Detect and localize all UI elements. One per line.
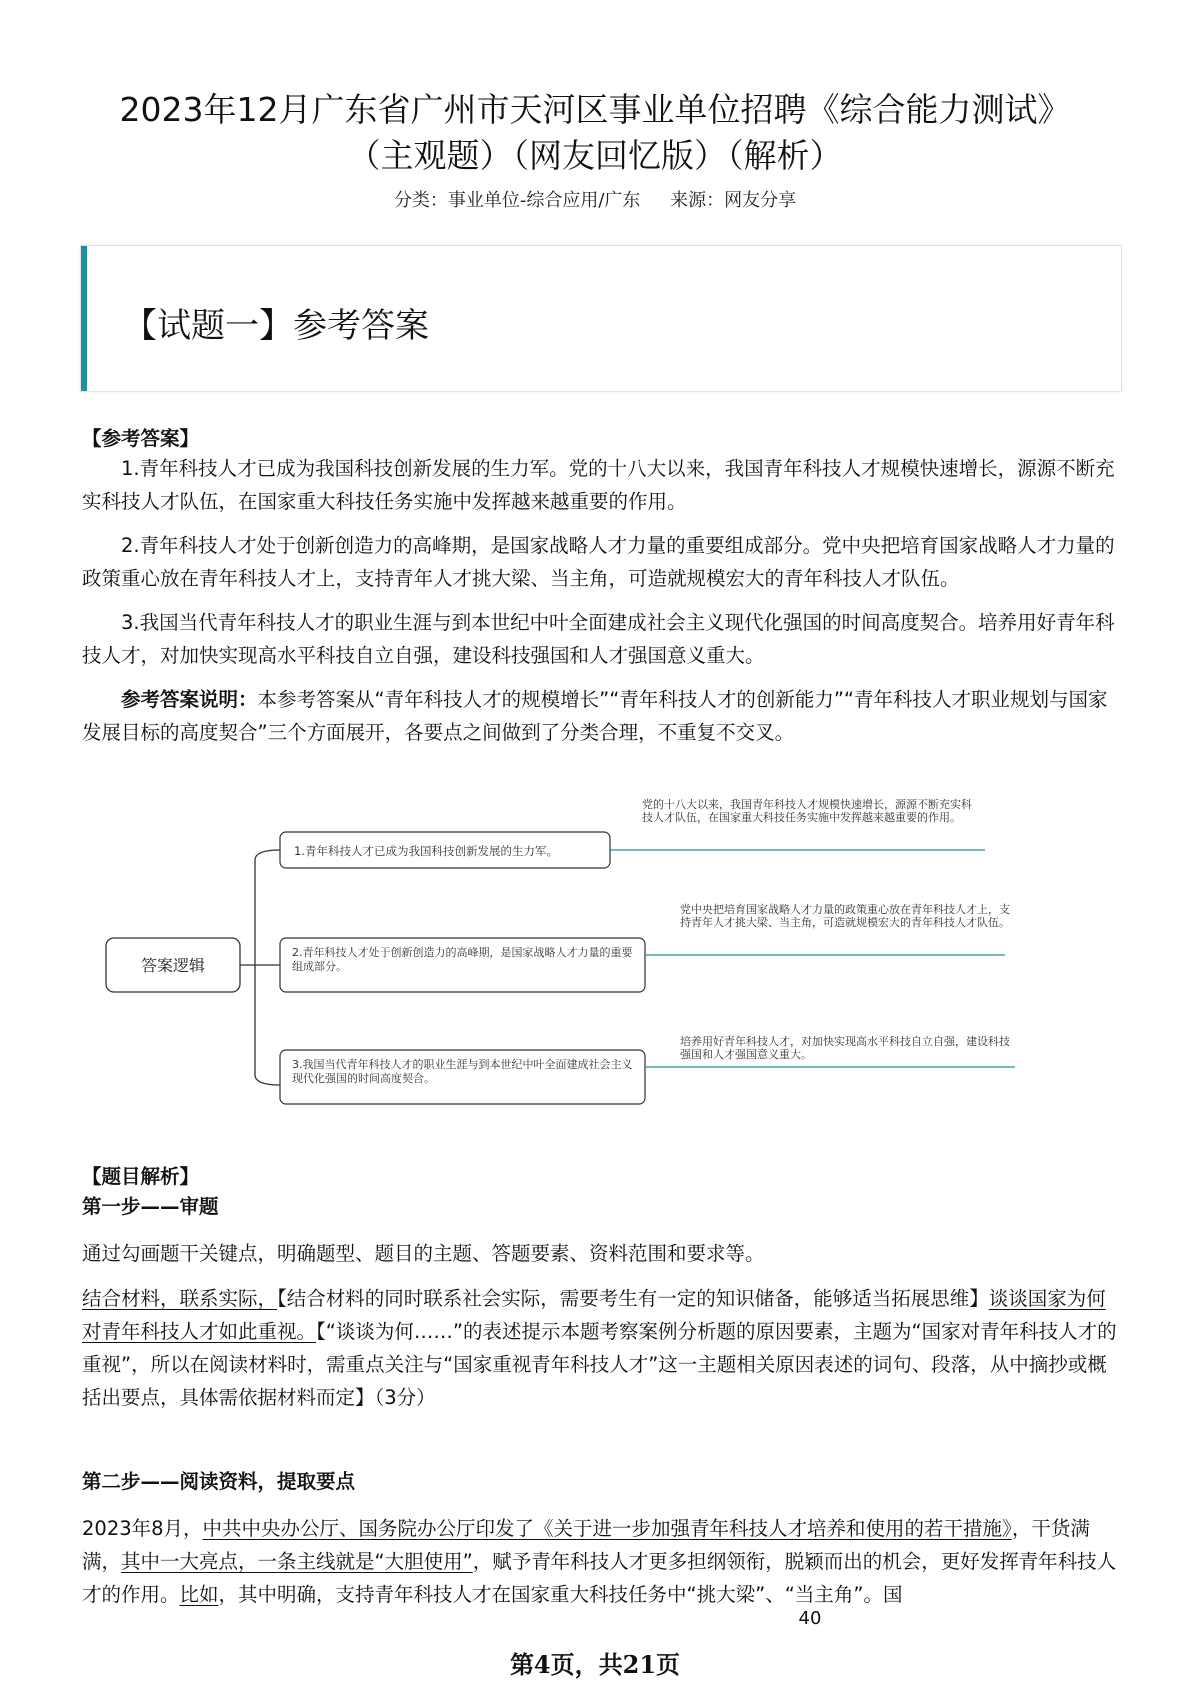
document-meta [60,186,1130,212]
mindmap-branch-label: 3.我国当代青年科技人才的职业生涯与到本世纪中叶全面建成社会主义现代化强国的时间高度契合。 [292,1058,633,1085]
underlined-phrase: 比如 [179,1583,219,1606]
step2-paragraph: 2023年8月，中共中央办公厅、国务院办公厅印发了《关于进一步加强青年科技人才培养和使用的若干措施》，干货满满，其中一大亮点，一条主线就是“大胆使用”，赋予青年科技人才更多担纲领衔，脱颖而出的机会，更好发挥青年科技人才的作用。比如，其中明确，支持青年科技人才在国家重大科技任务中“挑大梁”、“当主角”。国 [82,1517,1117,1606]
underlined-phrase: 中共中央办公厅、国务院办公厅印发了《关于进一步加强青年科技人才培养和使用的若干措施》 [202,1517,1012,1540]
answer-item-3: 3.我国当代青年科技人才的职业生涯与到本世纪中叶全面建成社会主义现代化强国的时间高度契合。培养用好青年科技人才，对加快实现高水平科技自立自强，建设科技强国和人才强国意义重大。 [82,611,1115,667]
answer-note-text: 本参考答案从“青年科技人才的规模增长”“青年科技人才的创新能力”“青年科技人才职业规划与国家发展目标的高度契合”三个方面展开，各要点之间做到了分类合理，不重复不交叉。 [82,688,1108,744]
document-title-line2: （主观题）（网友回忆版）（解析） [347,136,843,175]
analysis-heading: 【题目解析】 [82,1165,200,1188]
step2-title: 第二步——阅读资料，提取要点 [82,1470,356,1493]
mindmap-detail-text: 党的十八大以来，我国青年科技人才规模快速增长，源源不断充实科技人才队伍，在国家重大科技任务实施中发挥越来越重要的作用。 [642,798,972,824]
page-footer: 第4页，共21页 [509,1650,681,1679]
section-title: 【试题一】参考答案 [123,306,429,346]
answer-note [82,683,1117,749]
underlined-phrase: 其中一大亮点，一条主线就是“大胆使用” [121,1550,473,1573]
source-label: 来源：网友分享 [670,190,797,211]
mindmap-connector [240,860,255,1075]
page-number: 40 [798,1608,822,1629]
section-header [80,245,1122,392]
answer-item-1: 1.青年科技人才已成为我国科技创新发展的生力军。党的十八大以来，我国青年科技人才规模快速增长，源源不断充实科技人才队伍，在国家重大科技任务实施中发挥越来越重要的作用。 [82,457,1115,513]
document-title-line1: 2023年12月广东省广州市天河区事业单位招聘《综合能力测试》 [119,90,1071,129]
mindmap-root-label: 答案逻辑 [140,956,206,975]
answer-logic-mindmap [100,790,1100,1120]
mindmap-detail-text: 培养用好青年科技人才，对加快实现高水平科技自立自强，建设科技强国和人才强国意义重大。 [680,1035,1010,1061]
step1-title: 第一步——审题 [82,1195,219,1218]
underlined-phrase: 结合材料，联系实际， [82,1287,278,1310]
mindmap-branch-label: 2.青年科技人才处于创新创造力的高峰期，是国家战略人才力量的重要组成部分。 [292,946,633,973]
section-accent-bar [81,246,87,391]
mindmap-detail-text: 党中央把培育国家战略人才力量的政策重心放在青年科技人才上，支持青年人才挑大梁、当主角，可造就规模宏大的青年科技人才队伍。 [680,903,1010,929]
underlined-phrase: 谈谈国家为何对青年科技人才如此重视。 [82,1287,1106,1343]
mindmap-connector [255,850,280,1085]
step1-paragraph: 结合材料，联系实际，【结合材料的同时联系社会实际，需要考生有一定的知识储备，能够适当拓展思维】谈谈国家为何对青年科技人才如此重视。【“谈谈为何……”的表述提示本题考察案例分析题的原因要素，主题为“国家对青年科技人才的重视”，所以在阅读材料时，需重点关注与“国家重视青年科技人才”这一主题相关原因表述的词句、段落，从中摘抄或概括出要点，具体需依据材料而定】（3分） [82,1287,1117,1409]
answer-heading: 【参考答案】 [82,427,200,450]
step1-text: 通过勾画题干关键点，明确题型、题目的主题、答题要素、资料范围和要求等。 [82,1242,765,1265]
mindmap-branch-label: 1.青年科技人才已成为我国科技创新发展的生力军。 [294,844,558,858]
answer-item-2: 2.青年科技人才处于创新创造力的高峰期，是国家战略人才力量的重要组成部分。党中央把培育国家战略人才力量的政策重心放在青年科技人才上，支持青年人才挑大梁、当主角，可造就规模宏大的青年科技人才队伍。 [82,534,1115,590]
category-label: 分类：事业单位-综合应用/广东 [393,190,641,211]
answer-note-label: 参考答案说明： [121,688,258,711]
